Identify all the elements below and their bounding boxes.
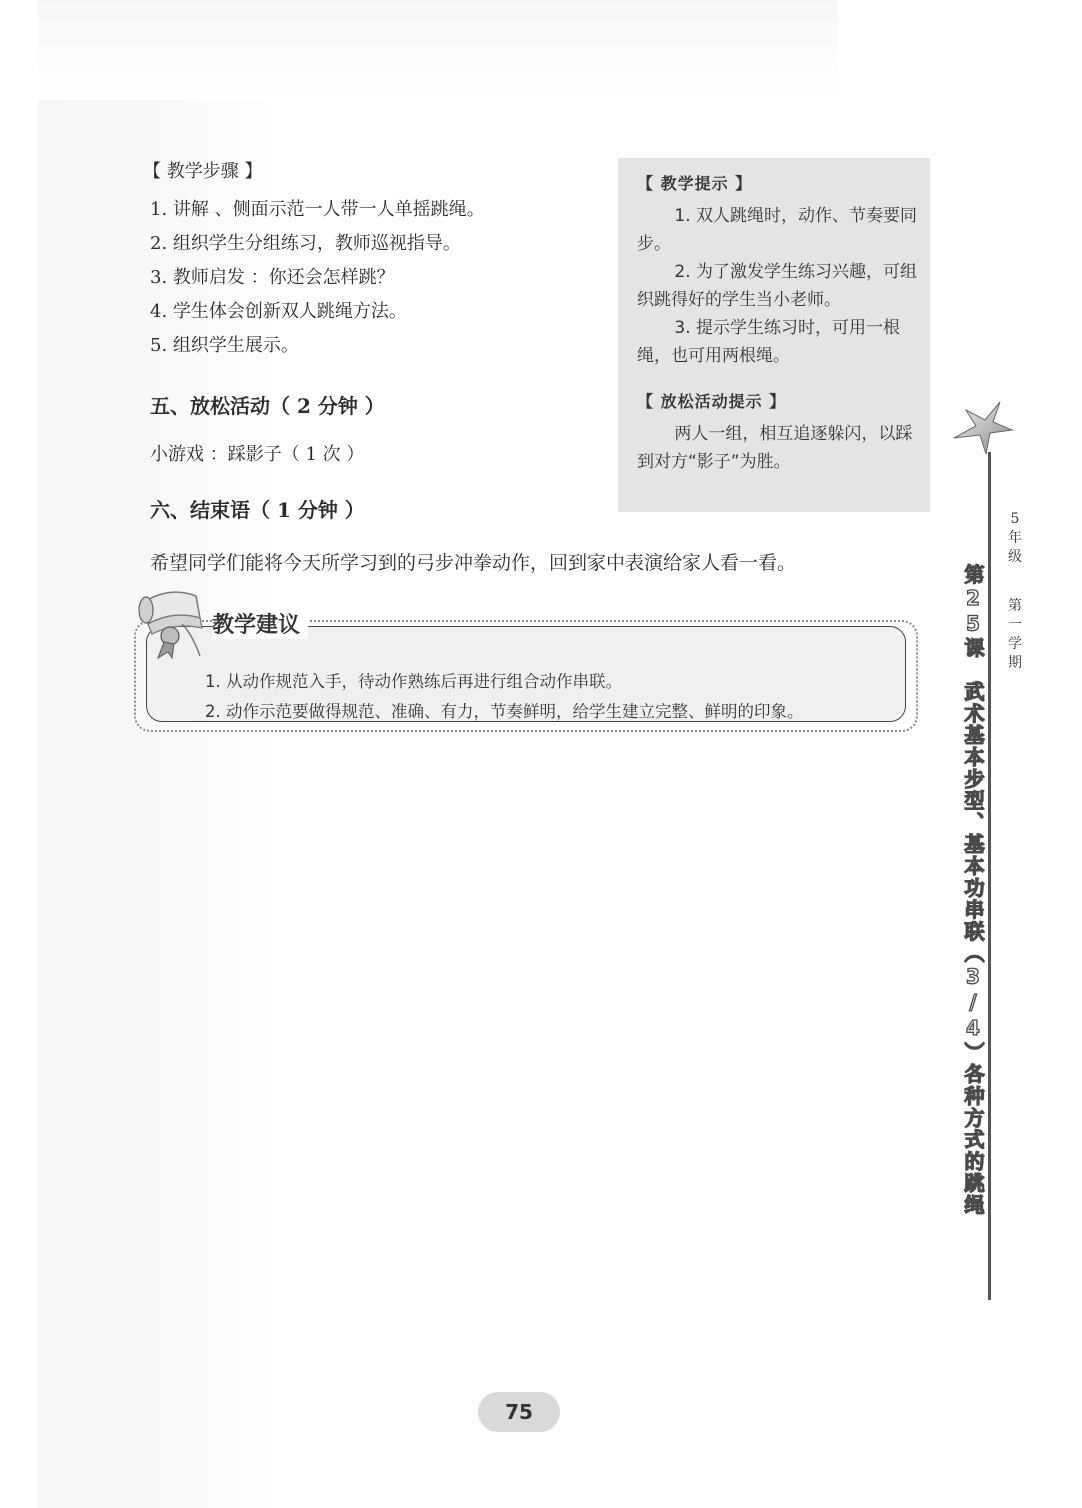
- grade-char: 一: [1008, 617, 1022, 633]
- steps-list: [150, 193, 485, 363]
- tips-title: 【 教学提示 】: [637, 174, 753, 193]
- suggestion-item-2: 2. 动作示范要做得规范、准确、有力，节奏鲜明，给学生建立完整、鲜明的印象。: [205, 702, 804, 721]
- section5-heading: 五、放松活动（ 2 分钟 ）: [150, 394, 385, 418]
- step-item-4: 4. 学生体会创新双人跳绳方法。: [150, 301, 407, 322]
- side-rail-line: [988, 452, 991, 1300]
- grade-char: 5: [1010, 511, 1020, 527]
- grade-char: 年: [1008, 530, 1022, 546]
- relax-tips-title: 【 放松活动提示 】: [637, 392, 787, 411]
- suggestion-title: 教学建议: [212, 608, 308, 639]
- suggestion-list: [205, 667, 804, 727]
- section5-game: 小游戏 ：踩影子（ 1 次 ）: [150, 444, 365, 465]
- star-icon: [952, 400, 1014, 456]
- step-item-1: 1. 讲解 、侧面示范一人带一人单摇跳绳。: [150, 199, 485, 220]
- step-item-2: 2. 组织学生分组练习，教师巡视指导。: [150, 233, 461, 254]
- step-item-5: 5. 组织学生展示。: [150, 335, 299, 356]
- grade-char: 第: [1008, 598, 1022, 614]
- page-number: 75: [478, 1392, 560, 1432]
- step-item-3: 3. 教师启发 ：你还会怎样跳？: [150, 267, 395, 288]
- scroll-icon: [130, 584, 210, 660]
- grade-char: 期: [1008, 655, 1022, 671]
- tips-box: [618, 158, 930, 512]
- tips-content: [637, 170, 917, 476]
- page-shading-top: [38, 0, 838, 100]
- grade-char: 学: [1008, 636, 1022, 652]
- closing-text: 希望同学们能将今天所学习到的弓步冲拳动作，回到家中表演给家人看一看。: [150, 552, 797, 574]
- grade-semester-label: [1004, 510, 1026, 673]
- lesson-title-vertical: 第25课 武术基本步型、基本功串联（3/4）各种方式的跳绳: [961, 564, 985, 1217]
- relax-tips-text: 两人一组，相互追逐躲闪，以踩到对方“影子”为胜。: [637, 424, 913, 472]
- section6-heading: 六、结束语（ 1 分钟 ）: [150, 498, 365, 522]
- suggestion-item-1: 1. 从动作规范入手，待动作熟练后再进行组合动作串联。: [205, 672, 622, 691]
- tip-item-2: 2. 为了激发学生练习兴趣，可组织跳得好的学生当小老师。: [637, 262, 918, 310]
- tip-item-3: 3. 提示学生练习时，可用一根绳，也可用两根绳。: [637, 318, 901, 366]
- suggestion-panel: [146, 626, 906, 722]
- tip-item-1: 1. 双人跳绳时，动作、节奏要同步。: [637, 206, 918, 254]
- suggestion-box: [134, 613, 918, 732]
- steps-heading: 【 教学步骤 】: [143, 161, 263, 182]
- grade-char: 级: [1008, 549, 1022, 565]
